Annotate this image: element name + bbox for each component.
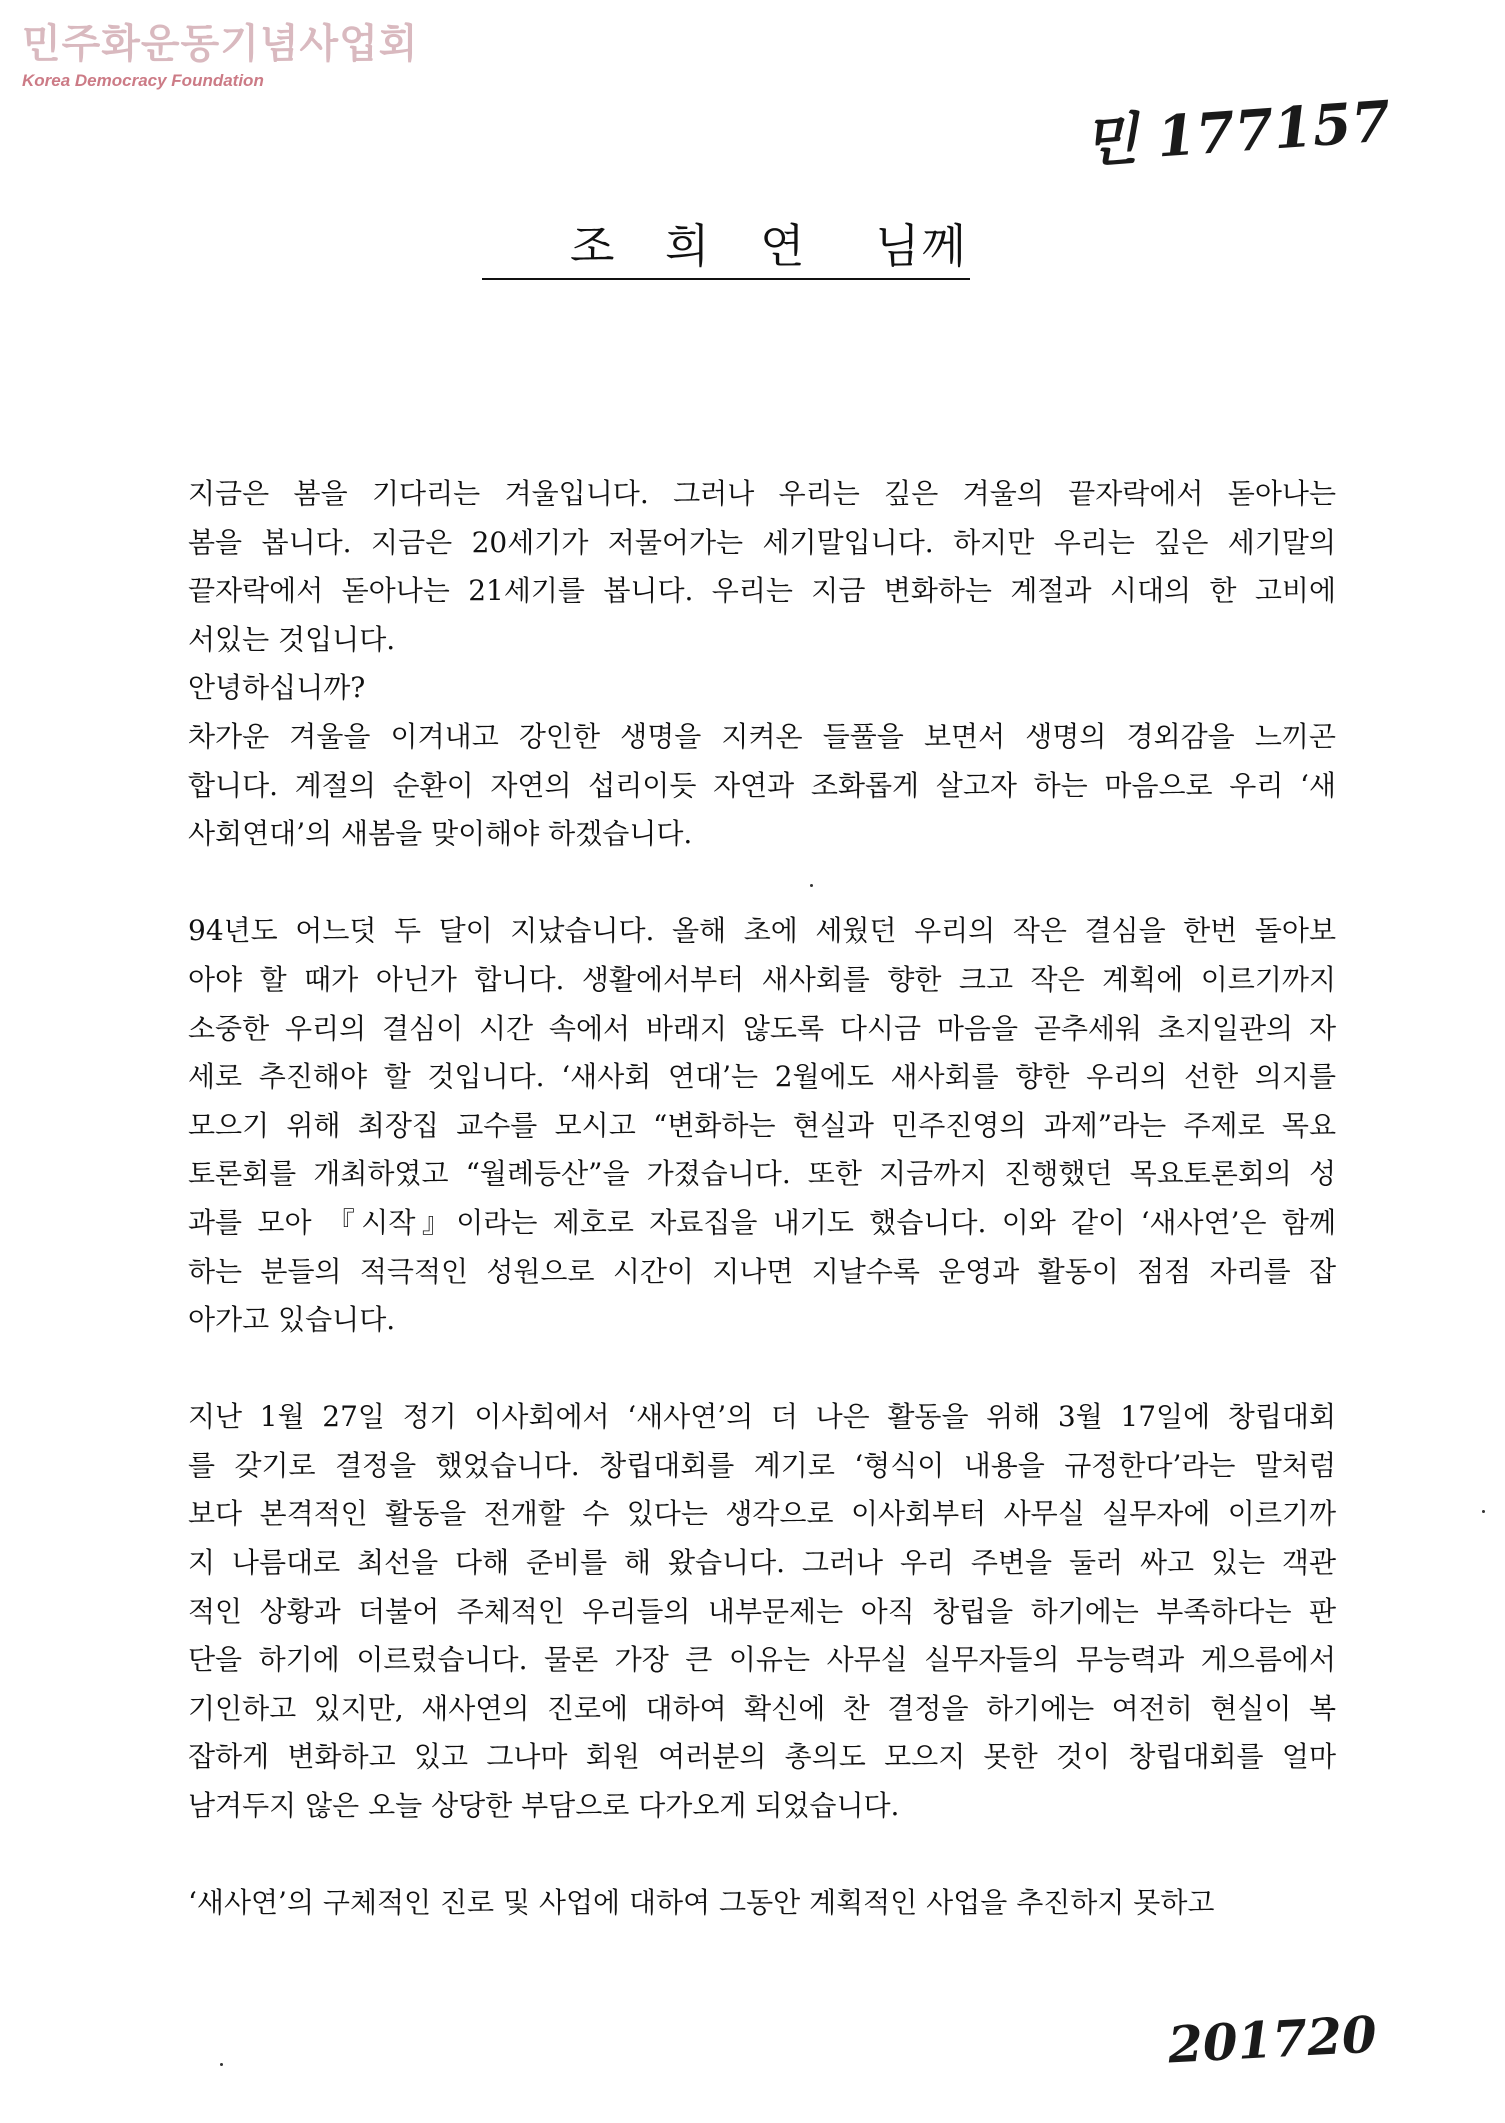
text-line: 아가고 있습니다.	[188, 1303, 396, 1337]
text-line: 서있는 것입니다.	[188, 622, 396, 656]
paragraph	[188, 1879, 1336, 1928]
scan-speck	[220, 2063, 223, 2066]
paragraph	[188, 470, 1336, 664]
text-line: ‘새사연’의 구체적인 진로 및 사업에 대하여 그동안 계획적인 사업을 추진하지 못하고	[188, 1886, 1215, 1920]
foundation-watermark	[22, 22, 418, 92]
text-line: 토론회를 개최하였고 “월례등산”을 가졌습니다. 또한 지금까지 진행했던 목요토론회의 성	[188, 1157, 1336, 1191]
recipient-name: 조 희 연	[570, 219, 823, 273]
handwritten-document-number: 민 177157	[1080, 88, 1393, 176]
text-line: 기인하고 있지만, 새사연의 진로에 대하여 확신에 찬 결정을 하기에는 여전히 현실이 복	[188, 1691, 1336, 1725]
text-line: 안녕하십니까?	[188, 671, 366, 705]
text-line: 지 나름대로 최선을 다해 준비를 해 왔습니다. 그러나 우리 주변을 둘러 싸고 있는 객관	[188, 1546, 1336, 1580]
text-line: 적인 상황과 더불어 주체적인 우리들의 내부문제는 아직 창립을 하기에는 부족하다는 판	[188, 1594, 1336, 1628]
text-line: 를 갖기로 결정을 했었습니다. 창립대회를 계기로 ‘형식이 내용을 규정한다’라는 말처럼	[188, 1448, 1336, 1482]
text-line: 과를 모아 『시작』이라는 제호로 자료집을 내기도 했습니다. 이와 같이 ‘새사연’은 함께	[188, 1205, 1336, 1239]
text-line: 아야 할 때가 아닌가 합니다. 생활에서부터 새사회를 향한 크고 작은 계획에 이르기까지	[188, 962, 1336, 996]
text-line: 봄을 봅니다. 지금은 20세기가 저물어가는 세기말입니다. 하지만 우리는 깊은 세기말의	[188, 525, 1336, 559]
text-line: 지금은 봄을 기다리는 겨울입니다. 그러나 우리는 깊은 겨울의 끝자락에서 돋아나는	[188, 477, 1336, 510]
watermark-korean: 민주화운동기념사업회	[22, 21, 419, 67]
text-line: 남겨두지 않은 오늘 상당한 부담으로 다가오게 되었습니다.	[188, 1789, 900, 1823]
text-line: 잡하게 변화하고 있고 그나마 회원 여러분의 총의도 모으지 못한 것이 창립대회를 얼마	[188, 1740, 1336, 1774]
paragraph	[188, 907, 1336, 1344]
paragraph-gap	[188, 1345, 1336, 1394]
text-line: 소중한 우리의 결심이 시간 속에서 바래지 않도록 다시금 마음을 곧추세워 초지일관의 자	[188, 1011, 1336, 1045]
text-line: 단을 하기에 이르렀습니다. 물론 가장 큰 이유는 사무실 실무자들의 무능력과 게으름에서	[188, 1643, 1336, 1677]
recipient-honorific: 님께	[875, 219, 968, 273]
text-line: 합니다. 계절의 순환이 자연의 섭리이듯 자연과 조화롭게 살고자 하는 마음으로 우리 ‘새	[188, 768, 1336, 802]
text-line: 94년도 어느덧 두 달이 지났습니다. 올해 초에 세웠던 우리의 작은 결심을 한번 돌아보	[188, 914, 1336, 948]
scan-speck	[1482, 1510, 1485, 1513]
text-line: 차가운 겨울을 이겨내고 강인한 생명을 지켜온 들풀을 보면서 생명의 경외감을 느끼곤	[188, 719, 1336, 753]
text-line: 보다 본격적인 활동을 전개할 수 있다는 생각으로 이사회부터 사무실 실무자에 이르기까	[188, 1497, 1336, 1531]
paragraph	[188, 713, 1336, 859]
paragraph-gap	[188, 1831, 1336, 1880]
text-line: 끝자락에서 돋아나는 21세기를 봅니다. 우리는 지금 변화하는 계절과 시대의 한 고비에	[188, 574, 1336, 608]
scan-speck	[810, 884, 813, 887]
paragraph	[188, 1393, 1336, 1830]
text-line: 하는 분들의 적극적인 성원으로 시간이 지나면 지날수록 운영과 활동이 점점 자리를 잡	[188, 1254, 1336, 1288]
text-line: 지난 1월 27일 정기 이사회에서 ‘새사연’의 더 나은 활동을 위해 3월 17일에 창립대회	[188, 1400, 1336, 1434]
handwritten-page-number: 201720	[1166, 2004, 1379, 2075]
text-line: 세로 추진해야 할 것입니다. ‘새사회 연대’는 2월에도 새사회를 향한 우리의 선한 의지를	[188, 1060, 1336, 1094]
letter-title	[482, 210, 970, 280]
paragraph	[188, 664, 1336, 713]
text-line: 사회연대’의 새봄을 맞이해야 하겠습니다.	[188, 817, 693, 851]
text-line: 모으기 위해 최장집 교수를 모시고 “변화하는 현실과 민주진영의 과제”라는 주제로 목요	[188, 1108, 1336, 1142]
paragraph-gap	[188, 859, 1336, 908]
watermark-english: Korea Democracy Foundation	[22, 71, 264, 90]
letter-body	[188, 470, 1336, 1928]
